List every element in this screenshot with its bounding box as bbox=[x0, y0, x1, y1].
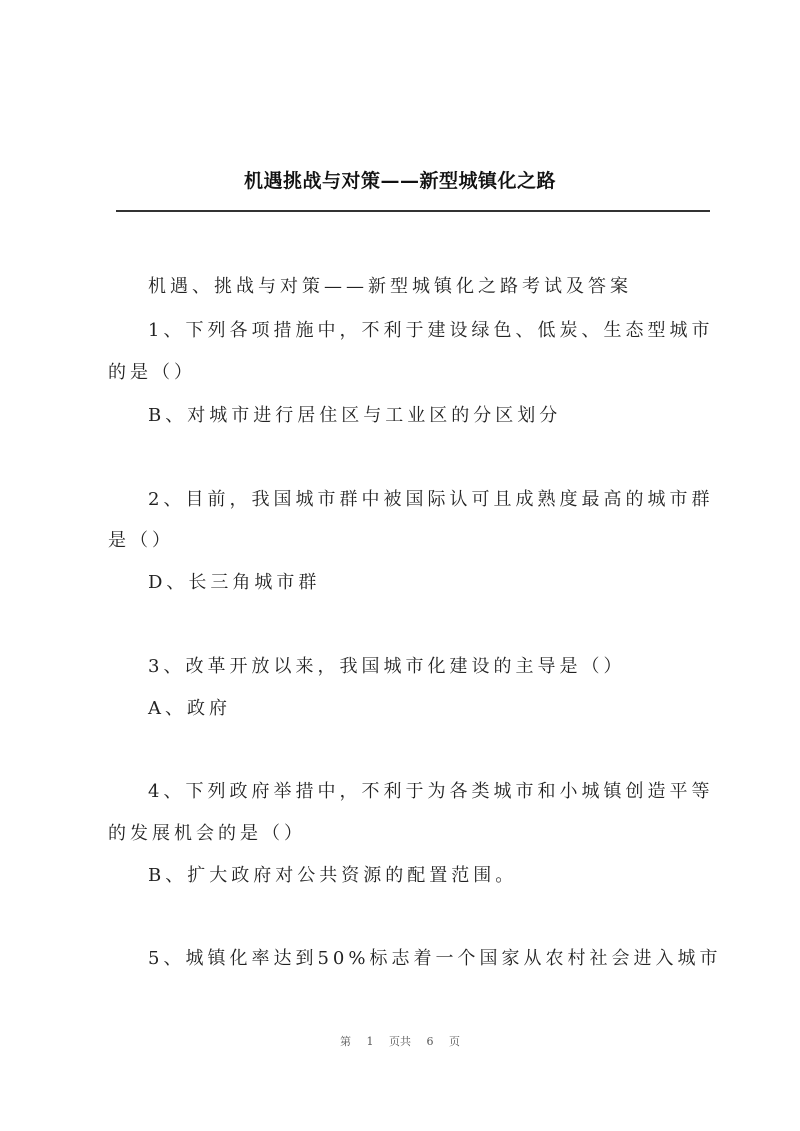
footer-label-of: 页共 bbox=[389, 1035, 411, 1048]
footer-label-page: 第 bbox=[340, 1035, 351, 1048]
title-divider bbox=[116, 210, 710, 212]
question-4-line-2: 的发展机会的是（） bbox=[108, 823, 306, 844]
footer-total-pages: 6 bbox=[426, 1035, 434, 1048]
document-title: 机遇挑战与对策——新型城镇化之路 bbox=[243, 170, 556, 192]
answer-1: B、对城市进行居住区与工业区的分区划分 bbox=[148, 405, 562, 426]
answer-2: D、长三角城市群 bbox=[148, 572, 321, 593]
answer-4: B、扩大政府对公共资源的配置范围。 bbox=[148, 865, 518, 886]
question-3: 3、改革开放以来，我国城市化建设的主导是（） bbox=[148, 656, 626, 677]
question-4-line-1: 4、下列政府举措中，不利于为各类城市和小城镇创造平等 bbox=[148, 781, 714, 802]
footer-current-page: 1 bbox=[366, 1035, 374, 1048]
exam-heading: 机遇、挑战与对策——新型城镇化之路考试及答案 bbox=[148, 276, 632, 297]
question-2-line-2: 是（） bbox=[108, 530, 174, 551]
page-footer bbox=[0, 1033, 800, 1049]
footer-label-end: 页 bbox=[449, 1035, 460, 1048]
question-5-line-1: 5、城镇化率达到50%标志着一个国家从农村社会进入城市 bbox=[148, 948, 722, 969]
question-2-line-1: 2、目前，我国城市群中被国际认可且成熟度最高的城市群 bbox=[148, 489, 714, 510]
question-1-line-1: 1、下列各项措施中，不利于建设绿色、低炭、生态型城市 bbox=[148, 320, 714, 341]
answer-3: A、政府 bbox=[148, 698, 231, 719]
question-1-line-2: 的是（） bbox=[108, 362, 196, 383]
